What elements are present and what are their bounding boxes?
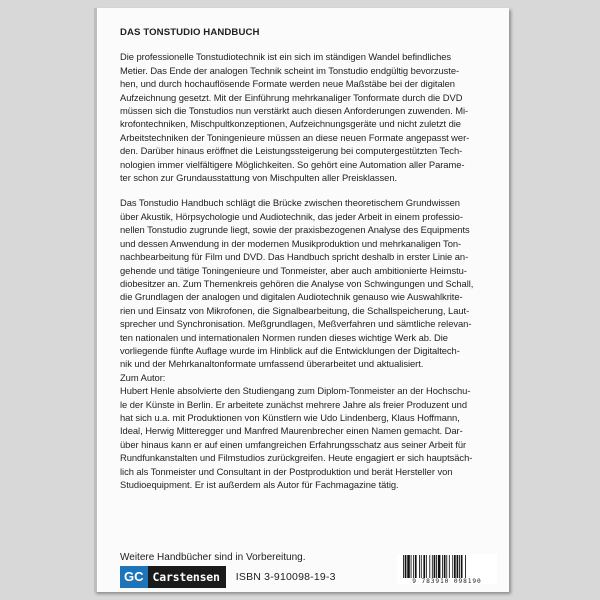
barcode-bar	[446, 555, 447, 578]
blurb-text	[120, 26, 486, 491]
author-paragraph	[120, 384, 486, 491]
text-line: über hinaus kann er auf einen umfangreichen Erfahrungsschatz aus seiner Arbeit für	[120, 438, 467, 450]
barcode-bar	[449, 555, 450, 578]
barcode-bar	[413, 555, 414, 578]
barcode-bar	[423, 555, 425, 578]
barcode-bar	[429, 555, 430, 578]
barcode-bar	[465, 555, 466, 578]
text-line: den. Darüber hinaus eröffnet die Leistungssteigerung bei computergestützten Tech-	[120, 145, 463, 157]
text-line: gehende und tätige Toningenieure und Tonmeister, aber auch ambitionierte Heimstu-	[120, 264, 467, 276]
description-paragraph	[120, 196, 486, 370]
barcode-bar	[461, 555, 463, 578]
text-line: vorliegende fünfte Auflage wurde im Hinblick auf die Entwicklungen der Digitaltech-	[120, 344, 460, 356]
text-line: Rundfunkanstalten und Filmstudios zurückgreifen. Heute engagiert er sich hauptsäch-	[120, 452, 473, 464]
barcode-bar	[432, 555, 433, 578]
text-line: und dessen Anwendung in der modernen Musikproduktion und mehrkanaligen Ton-	[120, 237, 462, 249]
text-line: ten nationalen und internationalen Normen runden dieses wichtige Werk ab. Die	[120, 331, 448, 343]
text-line: über Akustik, Hörpsychologie und Audiotechnik, das jeder Arbeit in einem professio-	[120, 210, 463, 222]
barcode-bar	[438, 555, 441, 578]
barcode-bar	[454, 555, 456, 578]
barcode-bar	[419, 555, 420, 578]
barcode-bar	[436, 555, 437, 578]
barcode-bar	[411, 555, 412, 578]
barcode-bar	[426, 555, 427, 578]
barcode-bar	[405, 555, 407, 578]
author-heading: Zum Autor:	[120, 371, 166, 383]
cover-spine-edge	[94, 8, 97, 592]
more-books-note: Weitere Handbücher sind in Vorbereitung.	[120, 552, 306, 563]
text-line: le der Künste in Berlin. Er arbeitete zunächst mehrere Jahre als freier Produzent und	[120, 398, 467, 410]
text-line: nachbearbeitung für Film und DVD. Das Handbuch spricht deshalb in erster Linie an-	[120, 251, 469, 263]
text-line: Arbeitstechniken der Toningenieure müssen an diese neuen Formate angepasst wer-	[120, 131, 470, 143]
publisher-logo	[120, 566, 226, 588]
barcode-number: 9 783910 098190	[412, 578, 482, 585]
barcode	[397, 554, 497, 584]
book-back-cover	[94, 8, 509, 592]
text-line: Das Tonstudio Handbuch schlägt die Brücke zwischen theoretischem Grundwissen	[120, 197, 460, 209]
barcode-bar	[459, 555, 460, 578]
barcode-bar	[407, 555, 410, 578]
text-line: sprecher und Synchronisation. Meßgrundlagen, Meßverfahren und sämtliche relevan-	[120, 318, 472, 330]
text-line: lich als Tonmeister und Consultant in der Postproduktion und berät Hersteller von	[120, 465, 453, 477]
barcode-bar	[403, 555, 404, 578]
text-line: nik und der Mehrkanaltonformate umfassend überarbeitet und aktualisiert.	[120, 358, 424, 370]
publisher-logo-gc: GC	[120, 566, 148, 588]
barcode-bar	[421, 555, 422, 578]
text-line: Aufzeichnung gesetzt. Mit der Einführung mehrkanaliger Tonformate durch die DVD	[120, 91, 463, 103]
barcode-bar	[434, 555, 436, 578]
barcode-bar	[415, 555, 417, 578]
text-line: Hubert Henle absolvierte den Studiengang zum Diplom-Tonmeister an der Hochschu-	[120, 385, 471, 397]
barcode-bar	[457, 555, 459, 578]
text-line: hat sich u.a. mit Produktionen von Künstlern wie Udo Lindenberg, Klaus Hoffmann,	[120, 411, 460, 423]
text-line: Studioequipment. Er ist außerdem als Autor für Fachmagazine tätig.	[120, 479, 399, 490]
text-line: nellen Tonstudio zugrunde liegt, sowie der praxisbezogenen Analyse des Equipments	[120, 224, 470, 236]
isbn-number: ISBN 3-910098-19-3	[235, 571, 336, 583]
text-line: hen, und durch hochauflösende Formate werden neue Maßstäbe bei der digitalen	[120, 78, 455, 90]
text-line: nologien immer vielfältigere Möglichkeiten. So gehört eine Automation aller Parame-	[120, 158, 465, 170]
text-line: krofontechniken, Mischpultkonzeptionen, Aufzeichnungsgeräte und nicht zuletzt die	[120, 118, 461, 130]
text-line: Metier. Das Ende der analogen Technik scheint im Tonstudio endgültig bevorzuste-	[120, 64, 460, 76]
barcode-bars	[397, 554, 497, 578]
intro-paragraph	[120, 50, 486, 184]
book-title: DAS TONSTUDIO HANDBUCH	[120, 27, 260, 38]
text-line: diobesitzer an. Zum Themenkreis gehören die Analyse von Schwingungen und Schall,	[120, 277, 474, 289]
publisher-logo-name: Carstensen	[148, 566, 226, 588]
barcode-bar	[444, 555, 446, 578]
text-line: Die professionelle Tonstudiotechnik ist ein sich im ständigen Wandel befindliches	[120, 51, 452, 63]
text-line: die Grundlagen der analogen und digitalen Audiotechnik genauso wie Auswahlkrite-	[120, 291, 463, 303]
barcode-bar	[452, 555, 453, 578]
text-line: ter schon zur Grundausstattung von Mischpulten aller Preisklassen.	[120, 172, 398, 184]
barcode-bar	[442, 555, 443, 578]
text-line: rien und Einsatz von Mikrofonen, die Signalbearbeitung, die Schallspeicherung, Laut-	[120, 304, 470, 316]
text-line: müssen sich die Tonstudios nun verstärkt auch diesen Anforderungen zuwenden. Mi-	[120, 105, 469, 117]
text-line: Ideal, Herwig Mitteregger und Manfred Maurenbrecher einen Namen gemacht. Dar-	[120, 425, 463, 437]
